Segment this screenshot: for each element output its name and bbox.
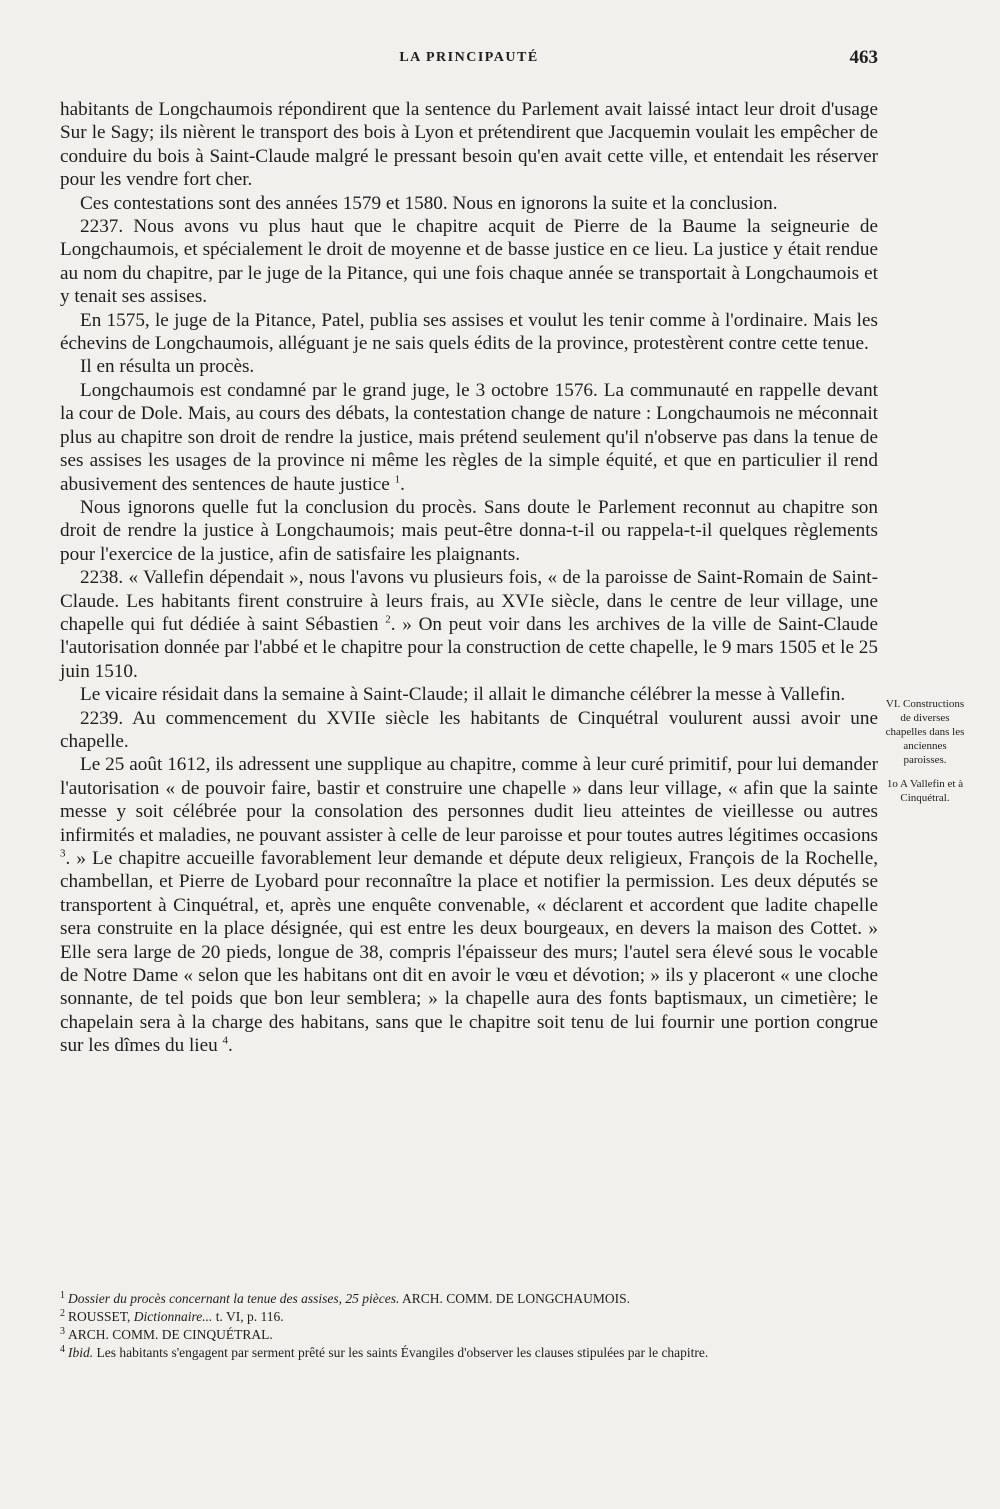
paragraph-2239: 2239. Au commencement du XVIIe siècle les habitants de Cinquétral voulurent aussi avoir une chapelle. [60, 707, 878, 752]
footnote-ref-3[interactable]: 3 [60, 847, 66, 860]
paragraph-2238-mid: . » On peut voir dans les archives de la ville de Saint-Claude l'autorisation donnée par l'abbé et le chapitre pour la construction de cette chapelle, le 9 mars 1505 et le 25 juin 1510. [60, 613, 879, 682]
paragraph-2238-text: 2238. « Vallefin dépendait », nous l'avons vu plusieurs fois, « de la paroisse de Saint-Romain de Saint-Claude. Les habitants firent construire à leurs frais, au XVIe siècle, dans le centre de leur village, une chapelle qui fut dédiée à saint Sébastien [60, 567, 878, 635]
paragraph-6-text: Longchaumois est condamné par le grand juge, le 3 octobre 1576. La communauté en rappelle devant la cour de Dole. Mais, au cours des débats, la contestation change de nature : Longchaumois ne méconnait plus au chapitre son droit de rendre la justice, mais prétend seulement qu'il n'observe pas dans la tenue de ses assises les usages de la province ni même les règles de la simple équité, et que en particulier il rend abusivement des sentences de haute justice [60, 379, 878, 495]
paragraph-1: habitants de Longchaumois répondirent que la sentence du Parlement avait laissé intact leur droit d'usage Sur le Sagy; ils nièrent le transport des bois à Lyon et prétendirent que Jacquemin voulait les empêcher de conduire du bois à Saint-Claude malgré le pressant besoin qu'en avait cette ville, et entendait les réserver pour les vendre fort cher. [60, 99, 878, 191]
paragraph-4: En 1575, le juge de la Pitance, Patel, publia ses assises et voulut les tenir comme à l'ordinaire. Mais les échevins de Longchaumois, alléguant je ne sais quels édits de la province, protestèrent contre cette tenue. [60, 309, 878, 355]
footnote-3 [60, 1326, 878, 1344]
footnote-lead: ROUSSET, [68, 1309, 134, 1324]
paragraph-7: Nous ignorons quelle fut la conclusion du procès. Sans doute le Parlement reconnut au chapitre son droit de rendre la justice à Longchaumois; mais peut-être donna-t-il ou rappela-t-il quelques règlements pour l'exercice de la justice, afin de satisfaire les plaignants. [60, 496, 878, 565]
footnote-italic: Dossier du procès concernant la tenue des assises, 25 pièces. [68, 1291, 400, 1306]
paragraph-2: Ces contestations sont des années 1579 et 1580. Nous en ignorons la suite et la conclusion. [80, 192, 778, 214]
paragraph-11-cont: Rochelle, chambellan, et Pierre de Lyobard pour reconnaître la place et notifier la permission. Les deux députés se transportent à Cinquétral, et, après une enquête convenable, « déclarent et accordent que ladite chapelle sera construite en la place désignée, qui est entre les deux bourgeaux, en devers la maison des Cottet. » Elle sera large de 20 pieds, longue de 38, compris l'épaisseur des murs; l'autel sera élevé sous le vocable de Notre Dame « selon que les habitans ont dit en avoir le vœu et dévotion; » ils y placeront « une cloche sonnante, de tel poids que bon leur semblera; » la chapelle aura des fonts baptismaux, un cimetière; le chapelain sera à la charge des habitans, sans que le chapitre soit tenu de lui fournir une portion congrue sur les dîmes du lieu [60, 848, 879, 1057]
margin-note [884, 697, 966, 815]
footnote-italic: Ibid. [68, 1345, 94, 1360]
footnote-number: 1 [60, 1289, 65, 1301]
paragraph-11-mid: . » Le chapitre accueille favorablement leur demande et députe deux religieux, François de la [65, 848, 799, 869]
footnote-4 [60, 1344, 878, 1362]
footnote-1 [60, 1290, 878, 1308]
paragraph-11 [60, 753, 878, 1057]
footnote-text: ARCH. COMM. DE LONGCHAUMOIS. [399, 1291, 630, 1306]
footnote-number: 4 [60, 1343, 65, 1355]
footnotes [60, 1290, 878, 1362]
body-text [60, 98, 878, 1058]
paragraph-6-tail: . [400, 473, 405, 495]
footnote-number: 2 [60, 1307, 65, 1319]
footnote-number: 3 [60, 1325, 65, 1337]
paragraph-5: Il en résulta un procès. [80, 356, 255, 378]
footnote-ref-4[interactable]: 4 [222, 1034, 229, 1047]
footnote-italic: Dictionnaire... [133, 1309, 213, 1324]
page-number: 463 [849, 47, 878, 68]
paragraph-9: Le vicaire résidait dans la semaine à Saint-Claude; il allait le dimanche célébrer la messe à Vallefin. [80, 684, 846, 706]
paragraph-6 [60, 379, 878, 496]
paragraph-11-tail: . [228, 1035, 233, 1057]
footnote-text: ARCH. COMM. DE CINQUÉTRAL. [68, 1327, 273, 1342]
footnote-text: Les habitants s'engagent par serment prêté sur les saints Évangiles d'observer les clauses stipulées par le chapitre. [93, 1345, 709, 1360]
margin-note-item: 1o A Vallefin et à Cinquétral. [886, 778, 964, 804]
footnote-ref-2[interactable]: 2 [385, 613, 391, 626]
paragraph-2237: 2237. Nous avons vu plus haut que le chapitre acquit de Pierre de la Baume la seigneurie de Longchaumois, et spécialement le droit de moyenne et de basse justice en ce lieu. La justice y était rendue au nom du chapitre, par le juge de la Pitance, qui une fois chaque année se transportait à Longchaumois et y tenait ses assises. [60, 216, 878, 308]
running-head [60, 47, 878, 76]
footnote-ref-1[interactable]: 1 [394, 473, 401, 486]
paragraph-11-text: Le 25 août 1612, ils adressent une supplique au chapitre, comme à leur curé primitif, pour lui demander l'autorisation « de pouvoir faire, bastir et construire une chapelle » dans leur village, « afin que la sainte messe y soit célébrée pour la consolation des personnes dudit lieu atteintes de vieillesse ou autres infirmités et maladies, ne pouvant assister à celle de leur paroisse et pour toutes autres légitimes occasions [60, 754, 878, 846]
paragraph-2238 [60, 566, 878, 683]
margin-note-section: VI. Constructions de diverses chapelles dans les anciennes paroisses. [885, 698, 965, 766]
footnote-2 [60, 1308, 878, 1326]
running-title: LA PRINCIPAUTÉ [399, 50, 539, 65]
footnote-text: t. VI, p. 116. [212, 1309, 284, 1324]
